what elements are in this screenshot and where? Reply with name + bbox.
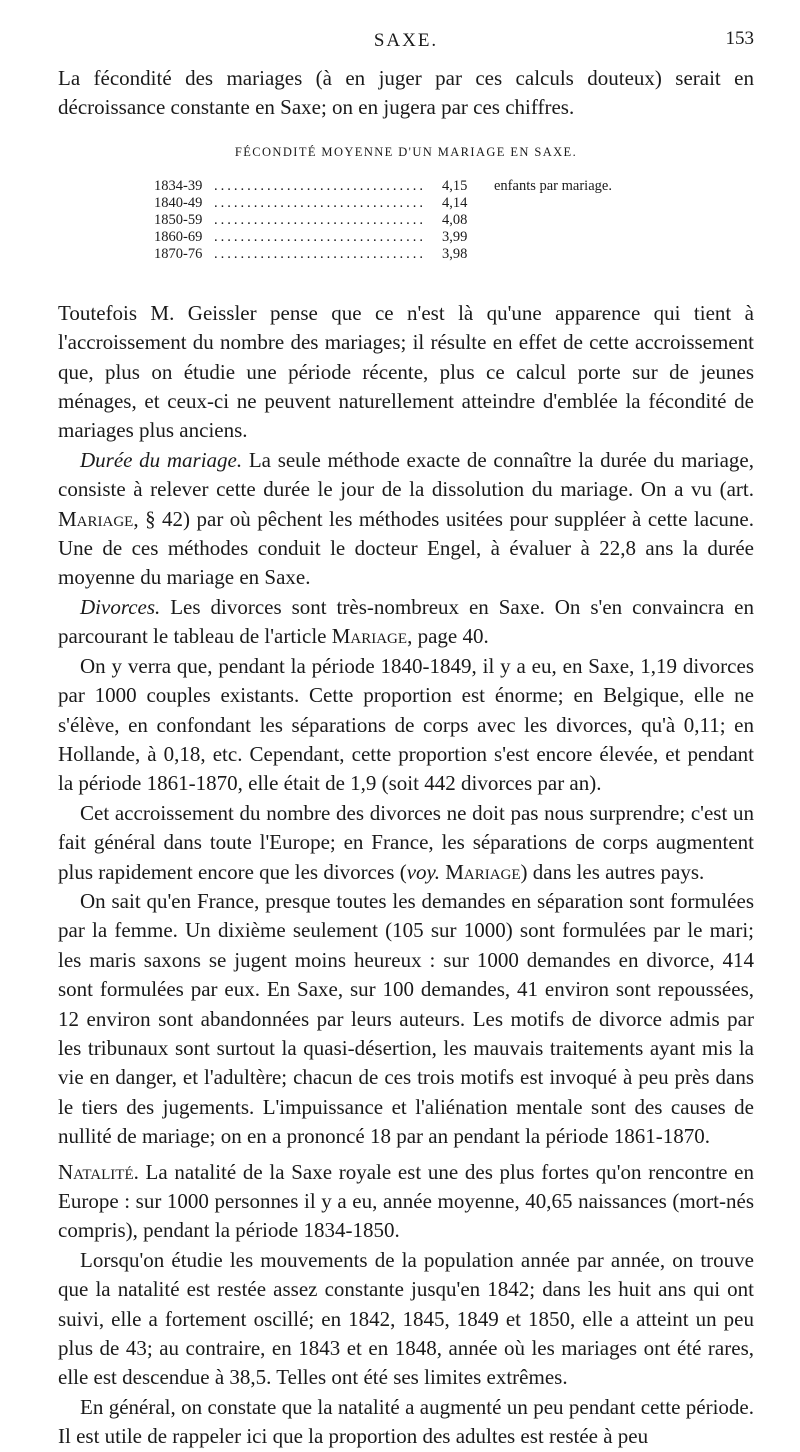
running-title: SAXE.: [373, 30, 439, 51]
page-header: [58, 28, 754, 58]
leader-dots: ................................: [214, 245, 426, 262]
fecundity-value: 4,15: [442, 177, 468, 194]
fecundity-row: [154, 212, 634, 229]
text-segment: , § 42) par où pêchent les méthodes usitées pour suppléer à cette lacune. Une de ces méthodes conduit le docteur Engel, à évaluer à 22,8 ans la durée moyenne du mariage en Saxe.: [58, 506, 754, 590]
text-segment: Cet accroissement du nombre des divorces ne doit pas nous surprendre; c'est un fait général dans toute l'Europe; en France, les séparations de corps augmentent plus rapidement encore que les divorces (: [58, 800, 754, 884]
leader-dots: ................................: [214, 228, 426, 245]
fecundity-row: [154, 246, 634, 263]
fecundity-table: [154, 178, 634, 263]
fecundity-period: 1850-59: [154, 211, 203, 228]
table-spacer: [58, 263, 754, 293]
paragraph-toutefois: Toutefois M. Geissler pense que ce n'est là qu'une apparence qui tient à l'accroissement du nombre des mariages; il résulte en effet de cette accroissement que, plus on étudie une période récente, plus ce calcul porte sur de jeunes ménages, et ceux-ci ne peuvent naturellement atteindre d'emblée la fécondité de mariages plus anciens.: [58, 300, 754, 443]
paragraph-divorces: [58, 593, 754, 652]
text-segment: La natalité de la Saxe royale est une des plus fortes qu'on rencontre en Europe : sur 1000 personnes il y a eu, année moyenne, 40,65 naissances (mort-nés compris), pendant la période 1834-1850.: [58, 1159, 754, 1243]
fecundity-period: 1834-39: [154, 177, 203, 194]
section-heading-natalite: Natalité.: [58, 1159, 139, 1184]
section-heading-divorces: Divorces.: [80, 594, 161, 619]
leader-dots: ................................: [214, 194, 426, 211]
paragraph-lorsquon: Lorsqu'on étudie les mouvements de la population année par année, on trouve que la natalité est restée assez constante jusqu'en 1842; dans les huit ans qui ont suivi, elle a fortement oscillé; en 1842, 1845, 1849 et 1850, elle a atteint un peu plus de 43; au contraire, en 1843 et en 1848, année où les mariages ont été rares, elle est descendue à 38,5. Telles ont été ses limites extrêmes.: [58, 1247, 754, 1390]
paragraph-on-sait: On sait qu'en France, presque toutes les demandes en séparation sont formulées par la femme. Un dixième seulement (105 sur 1000) sont formulées par le mari; les maris saxons se jugent moins heureux : sur 1000 demandes en divorce, 414 sont formulées par eux. En Saxe, sur 100 demandes, 41 environ sont repoussées, 12 environ sont abandonnées par leurs auteurs. Les motifs de divorce admis par les tribunaux sont surtout la quasi-désertion, les mauvais traitements ayant mis la vie en danger, et l'adultère; chacun de ces trois motifs est invoqué à peu près dans le tiers des jugements. L'impuissance et l'aliénation mentale sont des causes de nullité de mariage; on en a prononcé 18 par an pendant la période 1861-1870.: [58, 888, 754, 1149]
fecundity-value: 3,98: [442, 245, 468, 262]
paragraph-en-general: En général, on constate que la natalité a augmenté un peu pendant cette période. Il est utile de rappeler ici que la proportion des adultes est restée à peu: [58, 1394, 754, 1449]
text-segment: Les divorces sont très-nombreux en Saxe. On s'en convaincra en parcourant le tableau de l'article: [58, 594, 754, 649]
leader-dots: ................................: [214, 211, 426, 228]
fecundity-row: [154, 195, 634, 212]
paragraph-natalite: [58, 1158, 754, 1246]
cross-reference: Mariage: [331, 624, 408, 649]
cross-reference: Mariage: [445, 859, 521, 884]
fecundity-unit: enfants par mariage.: [494, 177, 612, 194]
fecundity-table-title: FÉCONDITÉ MOYENNE D'UN MARIAGE EN SAXE.: [234, 144, 578, 159]
text-segment: ) dans les autres pays.: [520, 859, 705, 884]
fecundity-period: 1870-76: [154, 245, 203, 262]
intro-paragraph: La fécondité des mariages (à en juger par ces calculs douteux) serait en décroissance constante en Saxe; on en jugera par ces chiffres.: [58, 66, 754, 120]
fecundity-value: 3,99: [442, 228, 468, 245]
cross-reference: Mariage: [58, 506, 134, 531]
text-segment: , page 40.: [407, 624, 489, 649]
fecundity-value: 4,14: [442, 194, 468, 211]
fecundity-value: 4,08: [442, 211, 468, 228]
text-segment: La seule méthode exacte de connaître la durée du mariage, consiste à relever cette durée le jour de la dissolution du mariage. On a vu (art.: [58, 447, 754, 502]
voy-abbreviation: voy.: [406, 859, 440, 884]
leader-dots: ................................: [214, 177, 426, 194]
fecundity-row: [154, 178, 634, 195]
fecundity-period: 1840-49: [154, 194, 203, 211]
fecundity-period: 1860-69: [154, 228, 203, 245]
paragraph-accroissement: [58, 799, 754, 887]
page-number: 153: [725, 28, 754, 49]
paragraph-on-y-verra: On y verra que, pendant la période 1840-1849, il y a eu, en Saxe, 1,19 divorces par 1000 couples existants. Cette proportion est énorme; en Belgique, elle ne s'élève, en confondant les séparations de corps avec les divorces, qu'à 0,11; en Hollande, à 0,18, etc. Cependant, cette proportion s'est encore élevée, et pendant la période 1861-1870, elle était de 1,9 (soit 442 divorces par an).: [58, 653, 754, 796]
paragraph-duree-du-mariage: [58, 446, 754, 593]
fecundity-row: [154, 229, 634, 246]
section-heading-duree: Durée du mariage.: [80, 447, 243, 472]
